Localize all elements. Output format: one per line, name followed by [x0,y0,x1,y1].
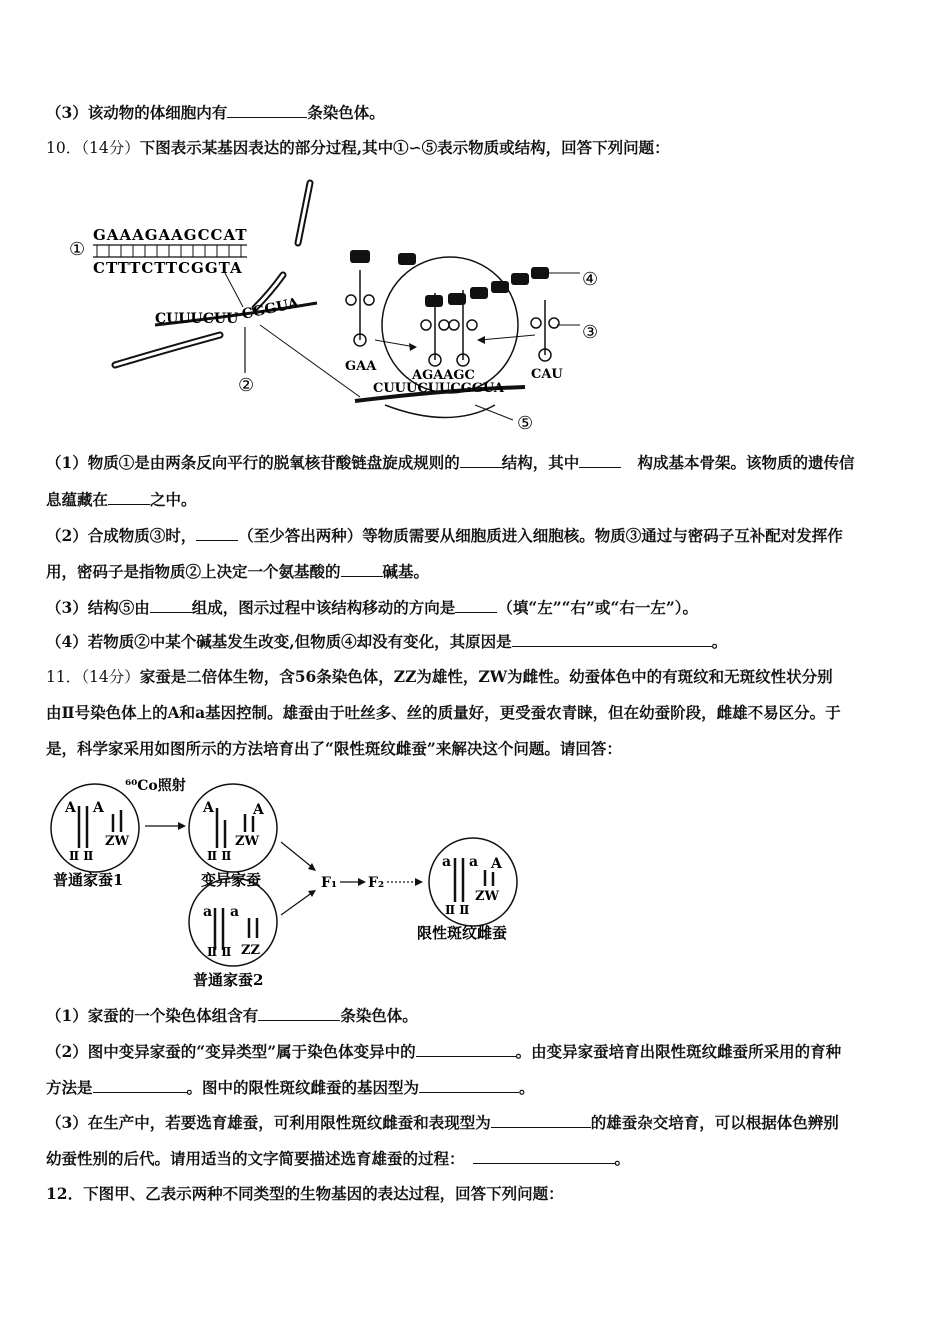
svg-text:ZW: ZW [235,834,260,849]
f2-label: F₂ [368,875,385,891]
answer-blank[interactable] [108,490,150,505]
answer-blank[interactable] [416,1042,516,1057]
answer-blank[interactable] [491,1113,591,1128]
q12-header: 12．下图甲、乙表示两种不同类型的生物基因的表达过程，回答下列问题： [46,1184,564,1203]
anticodon-right: CAU [531,367,563,382]
q10-part2-line2: 用，密码子是指物质②上决定一个氨基酸的 碱基。 [46,562,430,581]
q10-part3: （3）结构⑤由 组成，图示过程中该结构移动的方向是 （填“左”“右”或“右一左”）。 [46,598,699,617]
anticodon-mid: AGAAGC [412,368,475,383]
svg-text:ZW: ZW [105,834,130,849]
answer-blank[interactable] [579,453,621,468]
answer-blank[interactable] [512,632,712,647]
f1-label: F₁ [321,875,338,891]
svg-text:ZW: ZW [475,889,500,904]
mrna-right-bases: CGGUA [240,295,301,323]
dna-bottom-strand: CTTTCTTCGGTA [93,259,243,277]
svg-text:Ⅱ Ⅱ: Ⅱ Ⅱ [207,945,232,959]
anticodon-left: GAA [345,359,377,374]
q11-intro-line2: 由Ⅱ号染色体上的A和a基因控制。雄蚕由于吐丝多、丝的质量好，更受蚕农青睐，但在幼蚕阶段，雌雄不易区分。于 [46,703,841,722]
q11-part2-line1: （2）图中变异家蚕的“变异类型”属于染色体变异中的 。由变异家蚕培育出限性斑纹雌蚕所采用的育种 [46,1042,842,1061]
q10-part4: （4）若物质②中某个碱基发生改变,但物质④却没有变化，其原因是 。 [46,632,728,651]
q11-intro-line1: 11．（14分）家蚕是二倍体生物，含56条染色体，ZZ为雄性，ZW为雌性。幼蚕体色中的有斑纹和无斑纹性状分别 [46,667,833,686]
q11-part1: （1）家蚕的一个染色体组含有 条染色体。 [46,1006,418,1025]
svg-text:Ⅱ Ⅱ: Ⅱ Ⅱ [445,903,470,917]
q9-part3: （3）该动物的体细胞内有 条染色体。 [46,103,385,122]
q10-header: 10．（14分）下图表示某基因表达的部分过程,其中①∽⑤表示物质或结构，回答下列问题： [46,138,670,157]
q11-intro-line3: 是，科学家采用如图所示的方法培育出了“限性斑纹雌蚕”来解决这个问题。请回答： [46,739,622,758]
label-2: ② [238,375,255,396]
silkworm2-label: 普通家蚕2 [193,971,264,989]
mutant-label: 变异家蚕 [201,871,262,889]
gene-expression-figure [55,175,615,440]
answer-blank[interactable] [460,453,502,468]
svg-text:A: A [93,800,104,816]
female-label: 限性斑纹雌蚕 [417,924,508,942]
label-3: ③ [582,322,599,343]
silkworm1-label: 普通家蚕1 [53,871,124,889]
answer-blank[interactable] [227,103,307,118]
q11-part3-line1: （3）在生产中，若要选育雄蚕，可利用限性斑纹雌蚕和表现型为 的雄蚕杂交培育，可以根据体色辨别 [46,1113,839,1132]
label-1: ① [69,239,86,260]
svg-text:ZZ: ZZ [241,943,260,958]
ribosome-mrna-bases: CUUUCUUCGGUA [373,381,504,396]
label-5: ⑤ [517,413,534,434]
dna-top-strand: GAAAGAAGCCAT [93,226,248,244]
answer-blank[interactable] [473,1149,615,1164]
answer-blank[interactable] [455,598,497,613]
irradiation-label: ⁶⁰Co照射 [125,778,186,794]
svg-text:A: A [253,802,264,818]
q11-part2-line2: 方法是 。图中的限性斑纹雌蚕的基因型为 。 [46,1078,535,1097]
svg-text:Ⅱ Ⅱ: Ⅱ Ⅱ [207,849,232,863]
answer-blank[interactable] [341,562,383,577]
svg-text:a: a [203,904,213,920]
answer-blank[interactable] [419,1078,519,1093]
q10-part1-line1: （1）物质①是由两条反向平行的脱氧核苷酸链盘旋成规则的 结构，其中 构成基本骨架。该物质的遗传信 [46,453,855,472]
mrna-left-bases: CUUUCUU [155,311,239,327]
answer-blank[interactable] [258,1006,340,1021]
svg-text:A: A [491,856,502,872]
svg-text:A: A [65,800,76,816]
svg-text:A: A [203,800,214,816]
svg-text:a: a [469,854,479,870]
svg-text:a: a [442,854,452,870]
svg-text:Ⅱ Ⅱ: Ⅱ Ⅱ [69,849,94,863]
answer-blank[interactable] [150,598,192,613]
answer-blank[interactable] [93,1078,187,1093]
svg-text:a: a [230,904,240,920]
answer-blank[interactable] [196,526,238,541]
silkworm-breeding-figure [45,770,565,995]
q10-part1-line2: 息蕴藏在 之中。 [46,490,197,509]
label-4: ④ [582,269,599,290]
q10-part2-line1: （2）合成物质③时， （至少答出两种）等物质需要从细胞质进入细胞核。物质③通过与密码子互补配对发挥作 [46,526,843,545]
q11-part3-line2: 幼蚕性别的后代。请用适当的文字简要描述选育雄蚕的过程： 。 [46,1149,631,1168]
